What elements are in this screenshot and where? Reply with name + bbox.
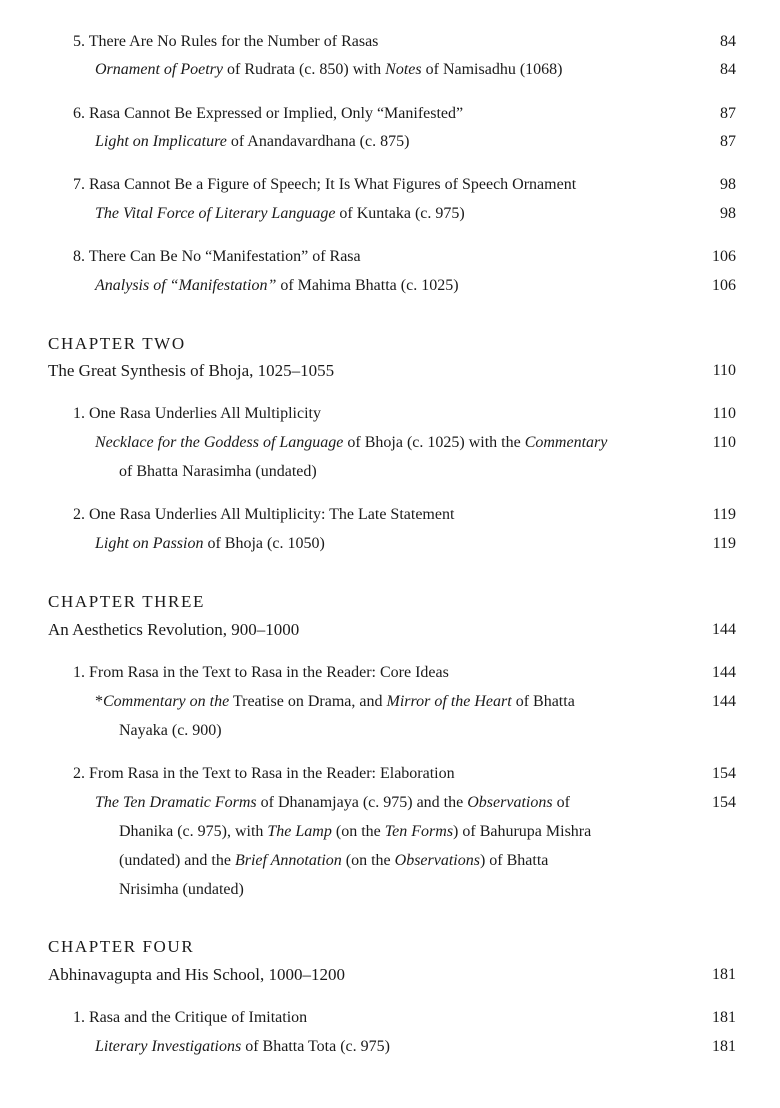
page-number: 154 <box>712 765 736 782</box>
page-number: 106 <box>712 248 736 265</box>
chapter-title-3[interactable] <box>0 616 780 644</box>
chapter-title: An Aesthetics Revolution, 900–1000 <box>48 620 300 639</box>
page-number: 84 <box>720 61 736 78</box>
toc-source-continuation: of Bhatta Narasimha (undated) <box>119 463 317 480</box>
toc-source-5 <box>0 56 780 84</box>
entry-title: 6. Rasa Cannot Be Expressed or Implied, Only “Manifested” <box>73 105 464 122</box>
source-text: Literary Investigations of Bhatta Tota (c. 975) <box>95 1038 390 1055</box>
page-number: 98 <box>720 176 736 193</box>
source-text: Analysis of “Manifestation” of Mahima Bhatta (c. 1025) <box>95 277 459 294</box>
page-number: 119 <box>712 506 736 523</box>
chapter-title-4[interactable] <box>0 961 780 989</box>
page-number: 84 <box>720 33 736 50</box>
page-number: 110 <box>712 362 736 379</box>
source-text: Necklace for the Goddess of Language of Bhoja (c. 1025) with the Commentary <box>95 434 608 451</box>
toc-source-6 <box>0 128 780 156</box>
toc-source-continuation: Nrisimha (undated) <box>119 881 244 898</box>
chapter-label: CHAPTER THREE <box>48 592 205 611</box>
toc-entry-4-1[interactable] <box>0 1004 780 1032</box>
toc-entry-6[interactable] <box>0 100 780 128</box>
page-number: 154 <box>712 794 736 811</box>
source-text: Light on Implicature of Anandavardhana (c. 875) <box>95 133 410 150</box>
page-number: 119 <box>712 535 736 552</box>
page-number: 144 <box>712 693 736 710</box>
toc-entry-7[interactable] <box>0 171 780 199</box>
toc-source-2-1 <box>0 429 780 457</box>
page-number: 110 <box>712 434 736 451</box>
toc-entry-2-1[interactable] <box>0 400 780 428</box>
toc-source-continuation: Dhanika (c. 975), with The Lamp (on the Ten Forms) of Bahurupa Mishra <box>119 823 592 840</box>
chapter-label: CHAPTER FOUR <box>48 937 195 956</box>
source-text: The Ten Dramatic Forms of Dhanamjaya (c. 975) and the Observations of <box>95 794 570 811</box>
page-number: 144 <box>712 621 736 638</box>
toc-source-8 <box>0 272 780 300</box>
page-number: 181 <box>712 1038 736 1055</box>
toc-source-continuation: Nayaka (c. 900) <box>119 722 222 739</box>
source-text: Ornament of Poetry of Rudrata (c. 850) with Notes of Namisadhu (1068) <box>95 61 563 78</box>
entry-title: 2. One Rasa Underlies All Multiplicity: The Late Statement <box>73 506 455 523</box>
toc-source-2-2 <box>0 530 780 558</box>
entry-title: 8. There Can Be No “Manifestation” of Rasa <box>73 248 361 265</box>
source-text: Light on Passion of Bhoja (c. 1050) <box>95 535 325 552</box>
page-number: 144 <box>712 664 736 681</box>
chapter-title-2[interactable] <box>0 357 780 385</box>
chapter-label: CHAPTER TWO <box>48 334 186 353</box>
toc-entry-3-2[interactable] <box>0 760 780 788</box>
chapter-title: The Great Synthesis of Bhoja, 1025–1055 <box>48 361 335 380</box>
page-number: 181 <box>712 966 736 983</box>
entry-title: 7. Rasa Cannot Be a Figure of Speech; It Is What Figures of Speech Ornament <box>73 176 577 193</box>
toc-source-3-2 <box>0 789 780 817</box>
toc-entry-8[interactable] <box>0 243 780 271</box>
page-number: 106 <box>712 277 736 294</box>
page-number: 110 <box>712 405 736 422</box>
toc-entry-5[interactable] <box>0 28 780 56</box>
chapter-title: Abhinavagupta and His School, 1000–1200 <box>48 965 345 984</box>
page-number: 98 <box>720 205 736 222</box>
toc-source-continuation: (undated) and the Brief Annotation (on the Observations) of Bhatta <box>119 852 549 869</box>
toc-source-7 <box>0 200 780 228</box>
toc-source-4-1 <box>0 1033 780 1061</box>
toc-entry-2-2[interactable] <box>0 501 780 529</box>
toc-entry-3-1[interactable] <box>0 659 780 687</box>
entry-title: 2. From Rasa in the Text to Rasa in the Reader: Elaboration <box>73 765 455 782</box>
source-text: The Vital Force of Literary Language of Kuntaka (c. 975) <box>95 205 465 222</box>
entry-title: 1. Rasa and the Critique of Imitation <box>73 1009 308 1026</box>
page-number: 181 <box>712 1009 736 1026</box>
entry-title: 1. From Rasa in the Text to Rasa in the Reader: Core Ideas <box>73 664 449 681</box>
entry-title: 5. There Are No Rules for the Number of Rasas <box>73 33 379 50</box>
page-number: 87 <box>720 105 736 122</box>
page-number: 87 <box>720 133 736 150</box>
entry-title: 1. One Rasa Underlies All Multiplicity <box>73 405 321 422</box>
source-text: *Commentary on the Treatise on Drama, and Mirror of the Heart of Bhatta <box>95 693 575 710</box>
toc-source-3-1 <box>0 688 780 716</box>
